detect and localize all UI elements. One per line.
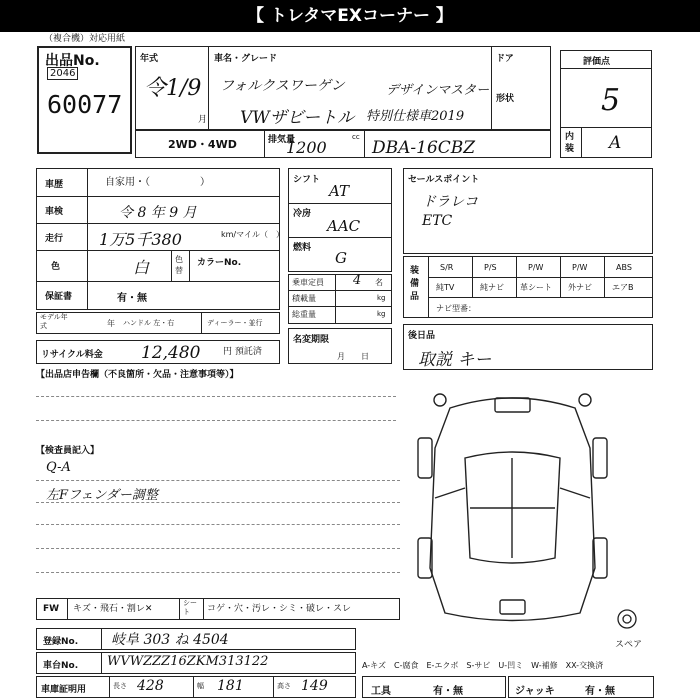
color-change: 色替: [175, 255, 183, 275]
tools-options: 有・無: [433, 686, 463, 697]
seat-label: シート: [183, 599, 197, 616]
door-label: ドア: [496, 54, 514, 64]
shift-value: AT: [329, 182, 350, 200]
recycle-row: [36, 340, 280, 364]
drive-options: 2WD・4WD: [168, 138, 237, 151]
load-unit: kg: [377, 294, 386, 302]
page-banner: 【 トレタマEXコーナー 】: [0, 0, 700, 32]
capacity-unit: 名: [375, 278, 383, 287]
form-subtitle: （複合機）対応用紙: [44, 34, 126, 44]
car-name: フォルクスワーゲン: [220, 78, 345, 94]
recycle-label: リサイクル料金: [41, 350, 103, 360]
cc-unit: cc: [352, 133, 360, 141]
name-change-label: 名変期限: [293, 335, 330, 345]
warranty-options: 有・無: [117, 293, 147, 304]
cert-length: 428: [137, 678, 164, 694]
year-value: 令1/9: [144, 76, 202, 101]
displacement-label: 排気量: [268, 135, 296, 145]
capacity-label: 乗車定員: [292, 278, 324, 287]
plate-value: 岐阜 303 ね 4504: [111, 632, 229, 648]
inspection-label: 車検: [45, 207, 64, 217]
sales-point-label: セールスポイント: [408, 175, 480, 185]
name-change-unit: 月 日: [337, 352, 369, 361]
drive-row: [135, 130, 551, 158]
model-year-row: [36, 312, 280, 334]
equip-pw1: P/W: [528, 263, 544, 272]
inspector-line2: 左Fフェンダー調整: [46, 488, 158, 503]
equip-airbag: エアB: [612, 283, 634, 292]
name-change-box: [288, 328, 392, 364]
cert-height-label: 高さ: [277, 682, 291, 690]
equip-tv: 純TV: [436, 283, 455, 292]
inspector-line1: Q-A: [46, 460, 71, 475]
shape-label: 形状: [496, 94, 515, 104]
recycle-value: 12,480: [141, 343, 201, 363]
plate-row: [36, 628, 356, 650]
recycle-unit: 円 預託済: [223, 347, 262, 357]
equipment-label: 装備品: [410, 266, 420, 302]
model-type: DBA-16CBZ: [372, 138, 476, 158]
delivery-label: 後日品: [408, 331, 436, 341]
lot-box: [37, 46, 132, 154]
fw-text: キズ・飛石・割レ✕: [73, 604, 153, 614]
cert-label: 車庫証明用: [41, 685, 87, 695]
equip-abs: ABS: [616, 263, 632, 272]
cert-width: 181: [217, 678, 244, 694]
interior-label: 内装: [565, 132, 575, 154]
inspector-header: 【検査員記入】: [36, 446, 100, 456]
equip-sr: S/R: [440, 263, 454, 272]
car-damage-diagram: [410, 388, 615, 628]
cert-height: 149: [301, 678, 328, 694]
sales-point-line2: ETC: [422, 213, 453, 229]
equipment-box: [403, 256, 653, 318]
car-grade: デザインマスター: [386, 83, 490, 98]
damage-legend: A-キズ C-腐食 E-エクボ S-サビ U-凹ミ W-補修 XX-交換済: [362, 661, 604, 670]
score-box: [560, 50, 652, 158]
spec-column: [288, 168, 392, 272]
cert-width-label: 幅: [197, 682, 204, 690]
mileage-unit: km/マイル（ ）: [221, 230, 284, 239]
sales-point-box: [403, 168, 653, 254]
dealer-options: ディーラー・並行: [207, 319, 263, 327]
chassis-value: WVWZZZ16ZKM313122: [107, 654, 269, 669]
year-label: 年式: [140, 54, 159, 64]
capacity-value: 4: [353, 273, 362, 288]
tools-label: 工具: [371, 686, 391, 697]
handle-options: ハンドル 左・右: [123, 319, 175, 327]
navi-model-label: ナビ型番：: [436, 304, 476, 313]
fuel-value: G: [335, 249, 347, 267]
model-year-unit: 年: [107, 319, 115, 328]
plate-label: 登録No.: [43, 637, 79, 647]
mileage-label: 走行: [45, 234, 64, 244]
interior-value: A: [609, 133, 622, 153]
cert-length-label: 長さ: [113, 682, 127, 690]
ac-label: 冷房: [293, 209, 312, 219]
year-month-unit: 月: [198, 115, 208, 125]
score-value: 5: [601, 83, 621, 118]
history-label: 車歴: [45, 180, 64, 190]
seat-text: コゲ・穴・汚レ・シミ・破レ・スレ: [207, 604, 352, 614]
chassis-label: 車台No.: [43, 661, 79, 671]
car-model: VWザビートル: [240, 108, 355, 128]
weight-label: 総重量: [292, 310, 316, 319]
car-note: 特別仕様車2019: [366, 109, 465, 124]
vehicle-box: [135, 46, 551, 130]
seller-notes-header: 【出品店申告欄（不良箇所・欠品・注意事項等）】: [36, 370, 239, 380]
tools-box: [362, 676, 506, 698]
shift-label: シフト: [293, 175, 321, 185]
displacement-value: 1200: [286, 138, 327, 157]
history-options: 自家用・（ ）: [105, 177, 210, 188]
fw-seat-row: [36, 598, 400, 620]
lot-code: 2046: [47, 67, 78, 80]
spare-tire-icon: [616, 608, 638, 630]
jack-options: 有・無: [585, 686, 615, 697]
sales-point-line1: ドラレコ: [422, 194, 478, 210]
fw-label: FW: [43, 604, 60, 614]
color-label: 色: [51, 262, 61, 272]
equip-pw2: P/W: [572, 263, 588, 272]
weight-unit: kg: [377, 310, 386, 318]
jack-box: [508, 676, 654, 698]
chassis-row: [36, 652, 356, 674]
ac-value: AAC: [327, 217, 361, 235]
model-year-label: モデル年式: [40, 313, 68, 330]
color-value: 白: [133, 258, 150, 277]
fuel-label: 燃料: [293, 243, 312, 253]
lot-label: 出品No.: [45, 53, 100, 69]
capacity-block: [288, 274, 392, 324]
delivery-value: 取説 キー: [418, 350, 492, 370]
lot-number: 60077: [47, 90, 123, 119]
equip-leather: 革シート: [520, 283, 552, 292]
color-no-label: カラーNo.: [197, 258, 242, 268]
warranty-label: 保証書: [45, 292, 73, 302]
inspection-value: 令 8 年 9 月: [119, 205, 197, 221]
equip-navi: 純ナビ: [480, 283, 504, 292]
registration-block: [36, 168, 284, 310]
score-label: 評価点: [583, 57, 611, 67]
mileage-value: 1万5千380: [99, 230, 182, 249]
equip-ps: P/S: [484, 263, 497, 272]
jack-label: ジャッキ: [515, 686, 555, 697]
car-label: 車名・グレード: [214, 54, 278, 64]
load-label: 積載量: [292, 294, 316, 303]
garage-cert-row: [36, 676, 356, 698]
spare-label: スペア: [615, 640, 643, 650]
delivery-box: [403, 324, 653, 370]
equip-ext-navi: 外ナビ: [568, 283, 592, 292]
